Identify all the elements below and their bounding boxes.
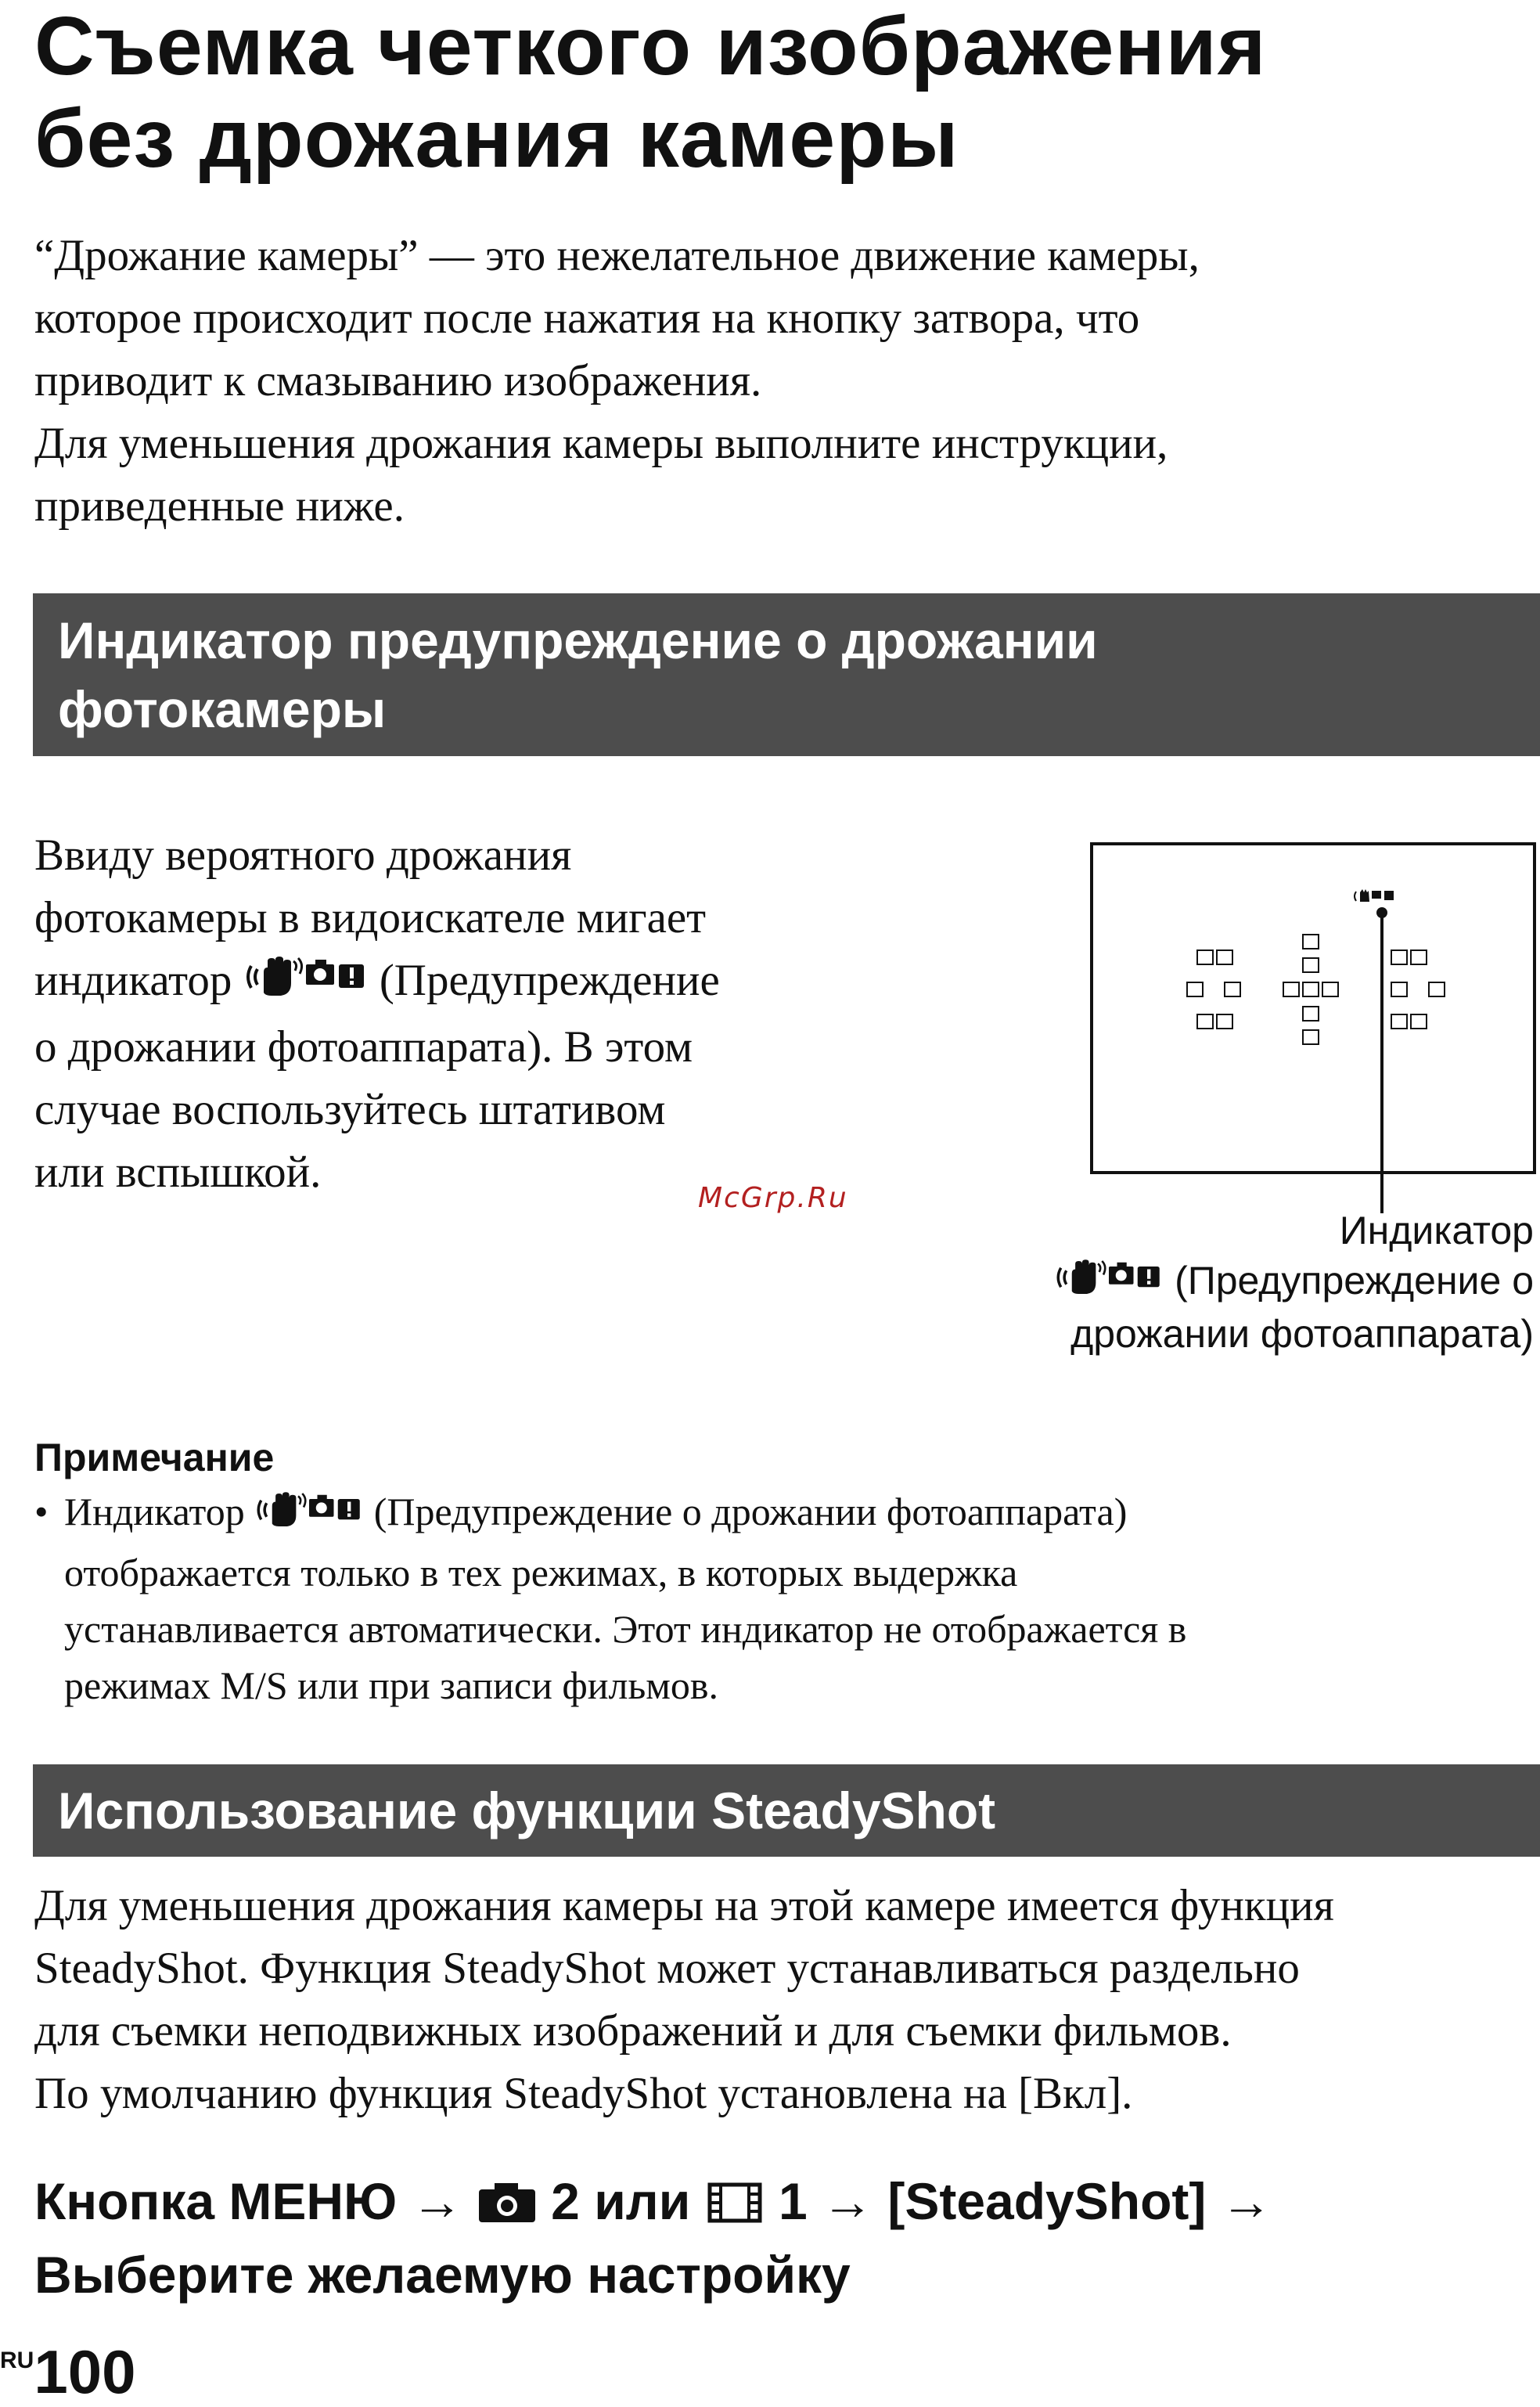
menu-path-instruction: [34, 2167, 1537, 2309]
note-text: (Предупреждение о дрожании фотоаппарата): [373, 1490, 1128, 1533]
section-heading-shake-warning: [33, 593, 1540, 756]
description-line: Для уменьшения дрожания камеры на этой камере имеется функция: [34, 1881, 1334, 1930]
intro-line: “Дрожание камеры” — это нежелательное движение камеры,: [34, 231, 1200, 280]
description-line: [34, 949, 880, 1016]
description-text: (Предупреждение: [379, 956, 720, 1005]
shake-warning-description: [34, 824, 880, 1204]
description-line: фотокамеры в видоискателе мигает: [34, 893, 707, 942]
note-body: [34, 1483, 1521, 1713]
bullet-marker: •: [34, 1490, 49, 1533]
description-line: По умолчанию функция SteadyShot установлена на [Вкл].: [34, 2069, 1133, 2118]
section-heading-line: фотокамеры: [58, 680, 387, 738]
page-title: [34, 0, 1521, 185]
page-number: [0, 2337, 135, 2407]
viewfinder-shake-indicator-icon: [1355, 889, 1394, 902]
viewfinder-diagram: [1090, 842, 1540, 1218]
section-heading-steadyshot: Использование функции SteadyShot: [33, 1764, 1540, 1857]
menu-path-text: 2 или: [551, 2172, 691, 2230]
description-line: SteadyShot. Функция SteadyShot может устанавливаться раздельно: [34, 1944, 1300, 1993]
note-line: устанавливается автоматически. Этот индикатор не отображается в: [64, 1606, 1187, 1651]
language-code: RU: [0, 2348, 34, 2373]
page-number-value: 100: [34, 2337, 136, 2406]
still-camera-icon: [477, 2171, 537, 2240]
camera-shake-warning-icon: [243, 953, 369, 1016]
note-heading: Примечание: [34, 1436, 275, 1479]
caption-text: (Предупреждение о: [1175, 1259, 1534, 1303]
note-line: [64, 1483, 1521, 1544]
description-line: Ввиду вероятного дрожания: [34, 831, 572, 880]
description-line: случае воспользуйтесь штативом: [34, 1084, 666, 1134]
section-heading-line: Индикатор предупреждение о дрожании: [58, 611, 1098, 669]
caption-line: дрожании фотоаппарата): [1070, 1312, 1534, 1357]
page-title-line-1: Съемка четкого изображения: [34, 0, 1267, 92]
camera-shake-warning-icon: [254, 1488, 364, 1544]
note-text: Индикатор: [64, 1490, 245, 1533]
movie-film-icon: [705, 2171, 765, 2240]
description-line: о дрожании фотоаппарата). В этом: [34, 1022, 693, 1072]
description-line: для съемки неподвижных изображений и для съемки фильмов.: [34, 2006, 1232, 2056]
caption-line: Индикатор: [1339, 1209, 1534, 1252]
description-line: или вспышкой.: [34, 1147, 322, 1197]
steadyshot-description: [34, 1875, 1537, 2125]
af-points: [1187, 935, 1445, 1044]
menu-path-text: 1 → [SteadyShot] →: [778, 2172, 1272, 2230]
intro-line: которое происходит после нажатия на кнопку затвора, что: [34, 294, 1140, 343]
note-line: режимах M/S или при записи фильмов.: [64, 1663, 719, 1707]
note-line: отображается только в тех режимах, в которых выдержка: [64, 1550, 1018, 1594]
menu-path-text: Кнопка МЕНЮ →: [34, 2172, 463, 2230]
intro-line: Для уменьшения дрожания камеры выполните инструкции,: [34, 419, 1168, 468]
intro-line: приведенные ниже.: [34, 481, 405, 531]
menu-path-line: [34, 2167, 1537, 2240]
indicator-caption: [939, 1205, 1534, 1359]
watermark: McGrp.Ru: [698, 1182, 848, 1214]
intro-text: [34, 225, 1521, 538]
camera-shake-warning-icon: [1054, 1258, 1164, 1309]
menu-path-line: Выберите желаемую настройку: [34, 2245, 851, 2304]
intro-line: приводит к смазыванию изображения.: [34, 356, 762, 405]
caption-line: [939, 1256, 1534, 1309]
page-title-line-2: без дрожания камеры: [34, 92, 959, 185]
description-text: индикатор: [34, 956, 232, 1005]
